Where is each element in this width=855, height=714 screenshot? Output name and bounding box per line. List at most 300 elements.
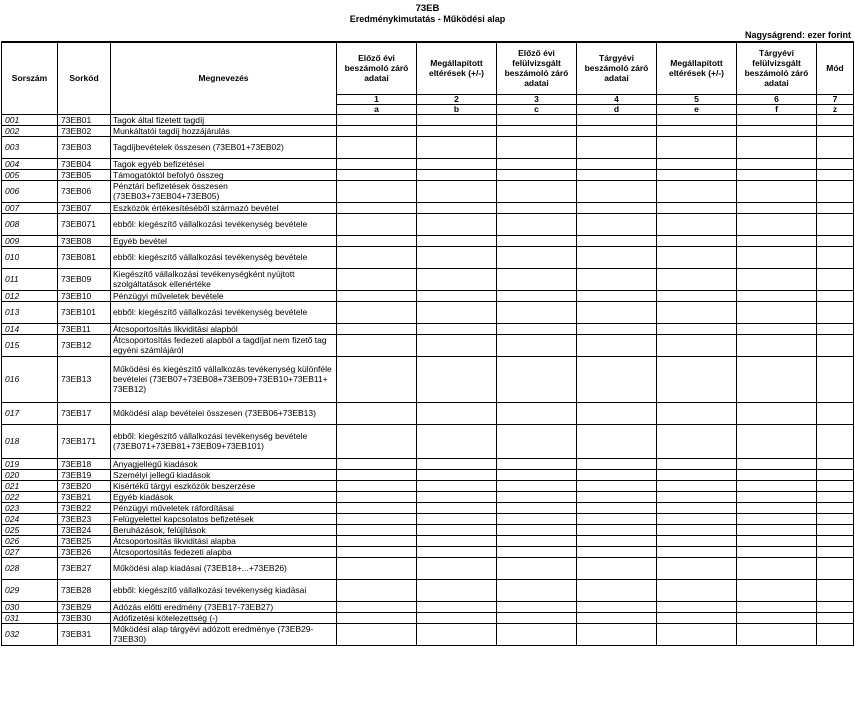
row-number: 028 [2,557,58,579]
value-cell[interactable] [417,202,497,213]
header-col-6: Tárgyévi felülvizsgált beszámoló záró adatai [737,42,817,94]
value-cell[interactable] [817,424,854,458]
header-megnevezes: Megnevezés [111,42,337,114]
value-cell[interactable] [577,557,657,579]
row-number: 009 [2,235,58,246]
value-cell[interactable] [577,202,657,213]
value-cell[interactable] [657,458,737,469]
value-cell[interactable] [737,334,817,356]
value-cell[interactable] [657,402,737,424]
value-cell[interactable] [577,513,657,524]
value-cell[interactable] [497,402,577,424]
value-cell[interactable] [737,612,817,623]
value-cell[interactable] [497,301,577,323]
value-cell[interactable] [737,402,817,424]
value-cell[interactable] [817,546,854,557]
row-code: 73EB12 [58,334,111,356]
row-name: Beruházások, felújítások [111,524,337,535]
value-cell[interactable] [417,524,497,535]
value-cell[interactable] [417,180,497,202]
value-cell[interactable] [737,458,817,469]
value-cell[interactable] [497,323,577,334]
value-cell[interactable] [577,301,657,323]
value-cell[interactable] [417,169,497,180]
value-cell[interactable] [497,180,577,202]
value-cell[interactable] [817,502,854,513]
value-cell[interactable] [497,356,577,402]
header-col-7: Mód [817,42,854,94]
value-cell[interactable] [657,424,737,458]
value-cell[interactable] [657,268,737,290]
value-cell[interactable] [657,301,737,323]
table-row [2,612,854,623]
value-cell[interactable] [817,125,854,136]
value-cell[interactable] [337,114,417,125]
value-cell[interactable] [337,546,417,557]
value-cell[interactable] [417,623,497,645]
value-cell[interactable] [577,235,657,246]
value-cell[interactable] [737,557,817,579]
value-cell[interactable] [657,290,737,301]
value-cell[interactable] [417,323,497,334]
value-cell[interactable] [337,213,417,235]
row-code: 73EB08 [58,235,111,246]
row-number: 017 [2,402,58,424]
table-row [2,125,854,136]
value-cell[interactable] [497,513,577,524]
value-cell[interactable] [817,623,854,645]
value-cell[interactable] [737,136,817,158]
row-name: Támogatóktól befolyó összeg [111,169,337,180]
value-cell[interactable] [817,114,854,125]
value-cell[interactable] [657,235,737,246]
value-cell[interactable] [337,502,417,513]
value-cell[interactable] [497,546,577,557]
value-cell[interactable] [337,158,417,169]
value-cell[interactable] [737,323,817,334]
row-name: Eszközök értékesítéséből származó bevétel [111,202,337,213]
value-cell[interactable] [577,323,657,334]
value-cell[interactable] [817,557,854,579]
value-cell[interactable] [577,601,657,612]
value-cell[interactable] [337,125,417,136]
value-cell[interactable] [817,290,854,301]
value-cell[interactable] [337,202,417,213]
row-number: 023 [2,502,58,513]
value-cell[interactable] [497,202,577,213]
table-row [2,424,854,458]
value-cell[interactable] [817,180,854,202]
row-code: 73EB07 [58,202,111,213]
column-letter-cell: e [657,104,737,114]
value-cell[interactable] [417,246,497,268]
row-code: 73EB171 [58,424,111,458]
value-cell[interactable] [577,535,657,546]
value-cell[interactable] [657,502,737,513]
row-number: 015 [2,334,58,356]
value-cell[interactable] [497,235,577,246]
value-cell[interactable] [657,480,737,491]
value-cell[interactable] [417,535,497,546]
value-cell[interactable] [737,202,817,213]
row-name: Adózás előtti eredmény (73EB17-73EB27) [111,601,337,612]
value-cell[interactable] [577,612,657,623]
row-number: 012 [2,290,58,301]
value-cell[interactable] [737,424,817,458]
value-cell[interactable] [497,502,577,513]
row-code: 73EB101 [58,301,111,323]
value-cell[interactable] [577,480,657,491]
row-number: 011 [2,268,58,290]
row-name: Működési alap tárgyévi adózott eredménye (73EB29-73EB30) [111,623,337,645]
value-cell[interactable] [497,424,577,458]
value-cell[interactable] [657,513,737,524]
row-number: 020 [2,469,58,480]
value-cell[interactable] [577,125,657,136]
value-cell[interactable] [737,579,817,601]
row-number: 031 [2,612,58,623]
value-cell[interactable] [577,524,657,535]
value-cell[interactable] [737,180,817,202]
value-cell[interactable] [737,356,817,402]
value-cell[interactable] [657,557,737,579]
row-number: 026 [2,535,58,546]
value-cell[interactable] [737,125,817,136]
value-cell[interactable] [417,513,497,524]
value-cell[interactable] [337,469,417,480]
value-cell[interactable] [737,535,817,546]
column-number-cell: 4 [577,94,657,104]
table-row [2,356,854,402]
row-code: 73EB30 [58,612,111,623]
value-cell[interactable] [577,356,657,402]
value-cell[interactable] [337,290,417,301]
value-cell[interactable] [417,334,497,356]
value-cell[interactable] [577,158,657,169]
value-cell[interactable] [417,268,497,290]
value-cell[interactable] [497,535,577,546]
value-cell[interactable] [657,623,737,645]
value-cell[interactable] [817,202,854,213]
value-cell[interactable] [817,268,854,290]
value-cell[interactable] [737,502,817,513]
value-cell[interactable] [737,491,817,502]
value-cell[interactable] [657,546,737,557]
value-cell[interactable] [417,469,497,480]
value-cell[interactable] [657,323,737,334]
value-cell[interactable] [577,546,657,557]
value-cell[interactable] [497,579,577,601]
value-cell[interactable] [737,301,817,323]
row-code: 73EB27 [58,557,111,579]
value-cell[interactable] [817,136,854,158]
value-cell[interactable] [657,169,737,180]
column-letter-cell: z [817,104,854,114]
value-cell[interactable] [657,601,737,612]
table-row [2,246,854,268]
table-row [2,469,854,480]
value-cell[interactable] [737,480,817,491]
value-cell[interactable] [817,356,854,402]
value-cell[interactable] [737,524,817,535]
value-cell[interactable] [337,356,417,402]
value-cell[interactable] [497,623,577,645]
value-cell[interactable] [817,480,854,491]
value-cell[interactable] [417,502,497,513]
value-cell[interactable] [817,158,854,169]
value-cell[interactable] [337,579,417,601]
value-cell[interactable] [657,334,737,356]
column-number-cell: 2 [417,94,497,104]
value-cell[interactable] [417,458,497,469]
value-cell[interactable] [817,469,854,480]
row-number: 007 [2,202,58,213]
value-cell[interactable] [337,334,417,356]
row-code: 73EB17 [58,402,111,424]
value-cell[interactable] [417,356,497,402]
value-cell[interactable] [737,513,817,524]
value-cell[interactable] [657,180,737,202]
value-cell[interactable] [657,114,737,125]
value-cell[interactable] [737,546,817,557]
value-cell[interactable] [817,213,854,235]
value-cell[interactable] [337,458,417,469]
value-cell[interactable] [577,579,657,601]
value-cell[interactable] [737,290,817,301]
value-cell[interactable] [657,136,737,158]
value-cell[interactable] [417,235,497,246]
value-cell[interactable] [657,469,737,480]
row-number: 019 [2,458,58,469]
value-cell[interactable] [497,290,577,301]
row-name: Tagok által fizetett tagdíj [111,114,337,125]
value-cell[interactable] [337,601,417,612]
value-cell[interactable] [657,158,737,169]
row-name: Működési és kiegészítő vállalkozás tevékenység különféle bevételei (73EB07+73EB08+73EB09+73EB10+73EB11+ 73EB12) [111,356,337,402]
value-cell[interactable] [337,169,417,180]
value-cell[interactable] [337,480,417,491]
value-cell[interactable] [417,158,497,169]
row-number: 016 [2,356,58,402]
row-code: 73EB05 [58,169,111,180]
row-number: 022 [2,491,58,502]
value-cell[interactable] [657,612,737,623]
value-cell[interactable] [337,246,417,268]
value-cell[interactable] [417,213,497,235]
value-cell[interactable] [417,579,497,601]
value-cell[interactable] [657,213,737,235]
value-cell[interactable] [497,491,577,502]
value-cell[interactable] [417,601,497,612]
value-cell[interactable] [337,180,417,202]
value-cell[interactable] [577,334,657,356]
row-name: Anyagjellegű kiadások [111,458,337,469]
value-cell[interactable] [817,601,854,612]
column-letter-cell: f [737,104,817,114]
value-cell[interactable] [817,235,854,246]
row-name: Kiegészítő vállalkozási tevékenységként nyújtott szolgáltatások ellenértéke [111,268,337,290]
value-cell[interactable] [817,612,854,623]
income-statement-table [1,41,854,646]
value-cell[interactable] [497,334,577,356]
value-cell[interactable] [497,169,577,180]
value-cell[interactable] [577,623,657,645]
table-body [2,114,854,645]
value-cell[interactable] [337,557,417,579]
row-number: 002 [2,125,58,136]
value-cell[interactable] [577,402,657,424]
value-cell[interactable] [817,323,854,334]
unit-label: Nagyságrend: ezer forint [744,30,851,40]
value-cell[interactable] [497,136,577,158]
value-cell[interactable] [337,136,417,158]
row-code: 73EB13 [58,356,111,402]
value-cell[interactable] [337,268,417,290]
value-cell[interactable] [577,502,657,513]
row-number: 024 [2,513,58,524]
value-cell[interactable] [577,469,657,480]
value-cell[interactable] [577,491,657,502]
value-cell[interactable] [417,402,497,424]
value-cell[interactable] [497,268,577,290]
value-cell[interactable] [337,301,417,323]
value-cell[interactable] [337,424,417,458]
row-number: 010 [2,246,58,268]
value-cell[interactable] [497,557,577,579]
value-cell[interactable] [417,301,497,323]
row-number: 006 [2,180,58,202]
value-cell[interactable] [657,579,737,601]
value-cell[interactable] [737,601,817,612]
row-code: 73EB24 [58,524,111,535]
value-cell[interactable] [577,458,657,469]
value-cell[interactable] [657,535,737,546]
value-cell[interactable] [817,301,854,323]
value-cell[interactable] [417,424,497,458]
value-cell[interactable] [577,246,657,268]
value-cell[interactable] [577,213,657,235]
value-cell[interactable] [417,612,497,623]
value-cell[interactable] [337,524,417,535]
row-number: 014 [2,323,58,334]
value-cell[interactable] [497,158,577,169]
value-cell[interactable] [337,513,417,524]
row-code: 73EB20 [58,480,111,491]
value-cell[interactable] [817,402,854,424]
row-name: Munkáltatói tagdíj hozzájárulás [111,125,337,136]
value-cell[interactable] [657,524,737,535]
header-col-1: Előző évi beszámoló záró adatai [337,42,417,94]
header-col-2: Megállapított eltérések (+/-) [417,42,497,94]
value-cell[interactable] [497,114,577,125]
value-cell[interactable] [337,612,417,623]
value-cell[interactable] [497,612,577,623]
value-cell[interactable] [337,535,417,546]
value-cell[interactable] [737,268,817,290]
value-cell[interactable] [737,235,817,246]
table-row [2,402,854,424]
value-cell[interactable] [737,246,817,268]
value-cell[interactable] [737,623,817,645]
value-cell[interactable] [657,356,737,402]
row-name: Pénztári befizetések összesen (73EB03+73EB04+73EB05) [111,180,337,202]
value-cell[interactable] [577,114,657,125]
value-cell[interactable] [497,480,577,491]
value-cell[interactable] [817,513,854,524]
value-cell[interactable] [497,213,577,235]
value-cell[interactable] [497,524,577,535]
value-cell[interactable] [657,202,737,213]
value-cell[interactable] [817,334,854,356]
value-cell[interactable] [817,246,854,268]
row-name: Pénzügyi műveletek bevétele [111,290,337,301]
value-cell[interactable] [417,125,497,136]
table-row [2,458,854,469]
column-number-cell: 7 [817,94,854,104]
value-cell[interactable] [497,601,577,612]
value-cell[interactable] [497,125,577,136]
table-row [2,202,854,213]
table-row [2,136,854,158]
value-cell[interactable] [817,524,854,535]
row-name: Személyi jellegű kiadások [111,469,337,480]
value-cell[interactable] [497,469,577,480]
column-number-cell: 1 [337,94,417,104]
value-cell[interactable] [337,323,417,334]
value-cell[interactable] [817,535,854,546]
value-cell[interactable] [737,469,817,480]
value-cell[interactable] [417,557,497,579]
value-cell[interactable] [497,246,577,268]
row-name: ebből: kiegészítő vállalkozási tevékenység bevétele [111,301,337,323]
row-code: 73EB21 [58,491,111,502]
value-cell[interactable] [337,491,417,502]
value-cell[interactable] [737,169,817,180]
table-row [2,169,854,180]
value-cell[interactable] [657,125,737,136]
value-cell[interactable] [737,114,817,125]
row-name: Adófizetési kötelezettség (-) [111,612,337,623]
value-cell[interactable] [417,491,497,502]
value-cell[interactable] [817,458,854,469]
row-code: 73EB26 [58,546,111,557]
value-cell[interactable] [417,480,497,491]
value-cell[interactable] [577,169,657,180]
value-cell[interactable] [337,623,417,645]
value-cell[interactable] [577,268,657,290]
value-cell[interactable] [737,213,817,235]
row-code: 73EB22 [58,502,111,513]
value-cell[interactable] [577,424,657,458]
value-cell[interactable] [817,491,854,502]
value-cell[interactable] [417,114,497,125]
value-cell[interactable] [577,136,657,158]
value-cell[interactable] [417,546,497,557]
value-cell[interactable] [417,136,497,158]
value-cell[interactable] [337,402,417,424]
value-cell[interactable] [657,491,737,502]
value-cell[interactable] [497,458,577,469]
value-cell[interactable] [817,169,854,180]
value-cell[interactable] [337,235,417,246]
value-cell[interactable] [577,290,657,301]
value-cell[interactable] [417,290,497,301]
value-cell[interactable] [737,158,817,169]
header-col-4: Tárgyévi beszámoló záró adatai [577,42,657,94]
value-cell[interactable] [577,180,657,202]
value-cell[interactable] [657,246,737,268]
value-cell[interactable] [817,579,854,601]
